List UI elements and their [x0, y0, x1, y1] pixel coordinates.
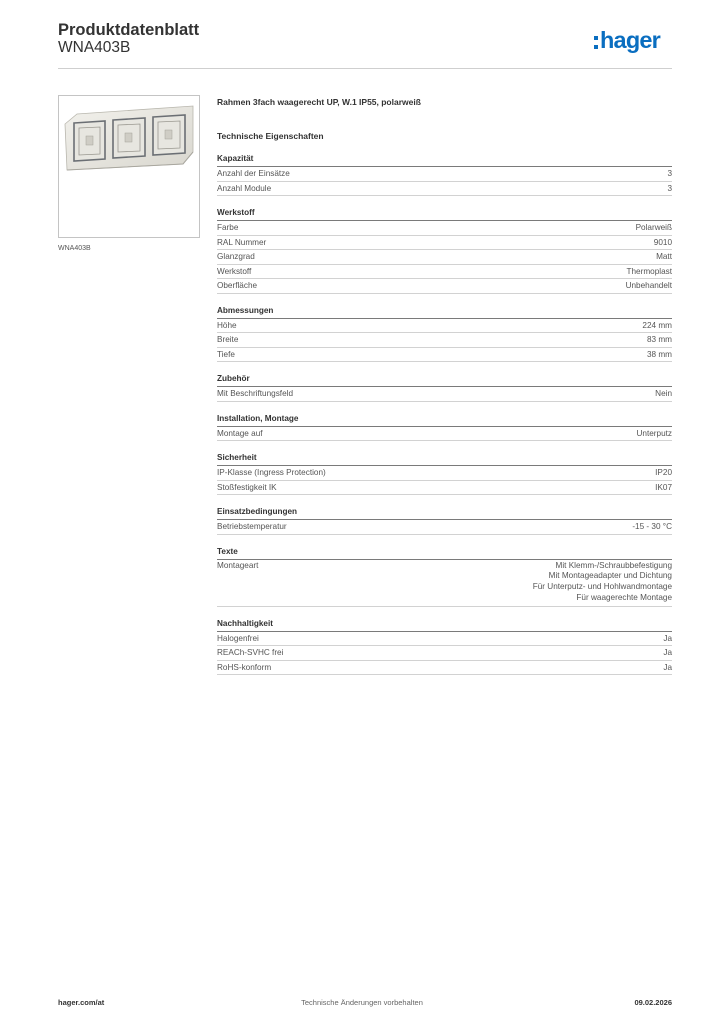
- property-row: [217, 250, 672, 265]
- property-value: Unbehandelt: [625, 281, 672, 290]
- property-label: Breite: [217, 335, 239, 344]
- property-row: [217, 319, 672, 334]
- property-label: REACh-SVHC frei: [217, 648, 284, 658]
- property-value: 3: [667, 169, 672, 178]
- property-row: [217, 481, 672, 496]
- property-value: IK07: [655, 482, 672, 492]
- logo-colon-icon: [594, 36, 598, 50]
- section-heading: Installation, Montage: [217, 413, 672, 427]
- datasheet-content: [217, 96, 672, 675]
- property-value: Ja: [663, 662, 672, 672]
- property-row: [217, 646, 672, 661]
- section-abmessungen: [217, 305, 672, 363]
- product-image: [58, 95, 200, 238]
- header-divider: [58, 68, 672, 69]
- property-row: [217, 333, 672, 348]
- section-installation: [217, 413, 672, 442]
- section-zubehoer: [217, 373, 672, 402]
- section-sicherheit: [217, 452, 672, 495]
- property-value: Unterputz: [636, 428, 672, 438]
- section-heading: Werkstoff: [217, 207, 672, 221]
- property-value: Für Unterputz- und Hohlwandmontage: [532, 582, 672, 592]
- section-heading: Texte: [217, 546, 672, 560]
- property-label: RAL Nummer: [217, 237, 267, 247]
- property-label: Montage auf: [217, 428, 263, 438]
- image-caption: WNA403B: [58, 245, 91, 252]
- section-nachhaltigkeit: [217, 618, 672, 676]
- logo-wordmark: hager: [600, 27, 660, 53]
- section-heading: Nachhaltigkeit: [217, 618, 672, 632]
- property-label: Werkstoff: [217, 266, 252, 276]
- property-label: Tiefe: [217, 349, 235, 359]
- property-label: Montageart: [217, 560, 259, 570]
- property-label: Anzahl der Einsätze: [217, 169, 290, 178]
- property-value: 38 mm: [646, 349, 672, 359]
- property-label: Farbe: [217, 223, 239, 232]
- property-value: Nein: [655, 389, 672, 398]
- property-row: [217, 348, 672, 363]
- property-value: -15 - 30 °C: [632, 522, 672, 531]
- property-value: Mit Klemm-/Schraubbefestigung: [555, 560, 672, 570]
- section-kapazitaet: [217, 153, 672, 196]
- property-row: [217, 466, 672, 481]
- property-label: Höhe: [217, 320, 237, 330]
- footer-disclaimer: Technische Änderungen vorbehalten: [301, 998, 423, 1007]
- page-title: Produktdatenblatt: [58, 21, 200, 39]
- section-heading: Kapazität: [217, 153, 672, 167]
- property-value: 9010: [653, 237, 672, 247]
- property-label: RoHS-konform: [217, 662, 272, 672]
- property-label: Oberfläche: [217, 281, 258, 290]
- section-heading: Zubehör: [217, 373, 672, 387]
- property-row: [217, 661, 672, 676]
- property-row: [217, 167, 672, 182]
- property-row: [217, 387, 672, 402]
- property-value: 224 mm: [642, 320, 672, 330]
- property-label: Stoßfestigkeit IK: [217, 482, 277, 492]
- property-label: Glanzgrad: [217, 252, 255, 261]
- property-row: [217, 221, 672, 236]
- property-row: [217, 236, 672, 251]
- property-row: [217, 279, 672, 294]
- property-row: [217, 560, 672, 607]
- property-label: Anzahl Module: [217, 183, 272, 193]
- property-value: Matt: [656, 252, 672, 261]
- property-value: Ja: [663, 633, 672, 643]
- section-texte: [217, 546, 672, 607]
- property-value: 3: [667, 183, 672, 193]
- product-title: Rahmen 3fach waagerecht UP, W.1 IP55, polarweiß: [217, 97, 421, 107]
- property-value: Mit Montageadapter und Dichtung: [548, 571, 672, 581]
- property-label: Halogenfrei: [217, 633, 259, 643]
- footer-website-link[interactable]: hager.com/at: [58, 998, 105, 1007]
- section-werkstoff: [217, 207, 672, 294]
- property-value: Für waagerechte Montage: [576, 592, 672, 602]
- property-value-list: [533, 561, 672, 604]
- property-label: Mit Beschriftungsfeld: [217, 389, 293, 398]
- property-label: Betriebstemperatur: [217, 522, 287, 531]
- section-heading: Einsatzbedingungen: [217, 506, 672, 520]
- property-value: 83 mm: [646, 335, 672, 344]
- property-row: [217, 520, 672, 535]
- property-value: Polarweiß: [635, 223, 672, 232]
- property-label: IP-Klasse (Ingress Protection): [217, 468, 326, 477]
- property-row: [217, 265, 672, 280]
- section-heading: Sicherheit: [217, 452, 672, 466]
- property-row: [217, 427, 672, 442]
- property-value: Ja: [663, 648, 672, 658]
- technical-properties-heading: Technische Eigenschaften: [217, 131, 324, 141]
- property-row: [217, 632, 672, 647]
- property-row: [217, 182, 672, 197]
- property-value: Thermoplast: [626, 266, 672, 276]
- property-value: IP20: [655, 468, 672, 477]
- section-einsatzbedingungen: [217, 506, 672, 535]
- product-number: WNA403B: [58, 39, 131, 56]
- section-heading: Abmessungen: [217, 305, 672, 319]
- frame-product-illustration: [59, 96, 199, 237]
- footer-date: 09.02.2026: [634, 998, 672, 1007]
